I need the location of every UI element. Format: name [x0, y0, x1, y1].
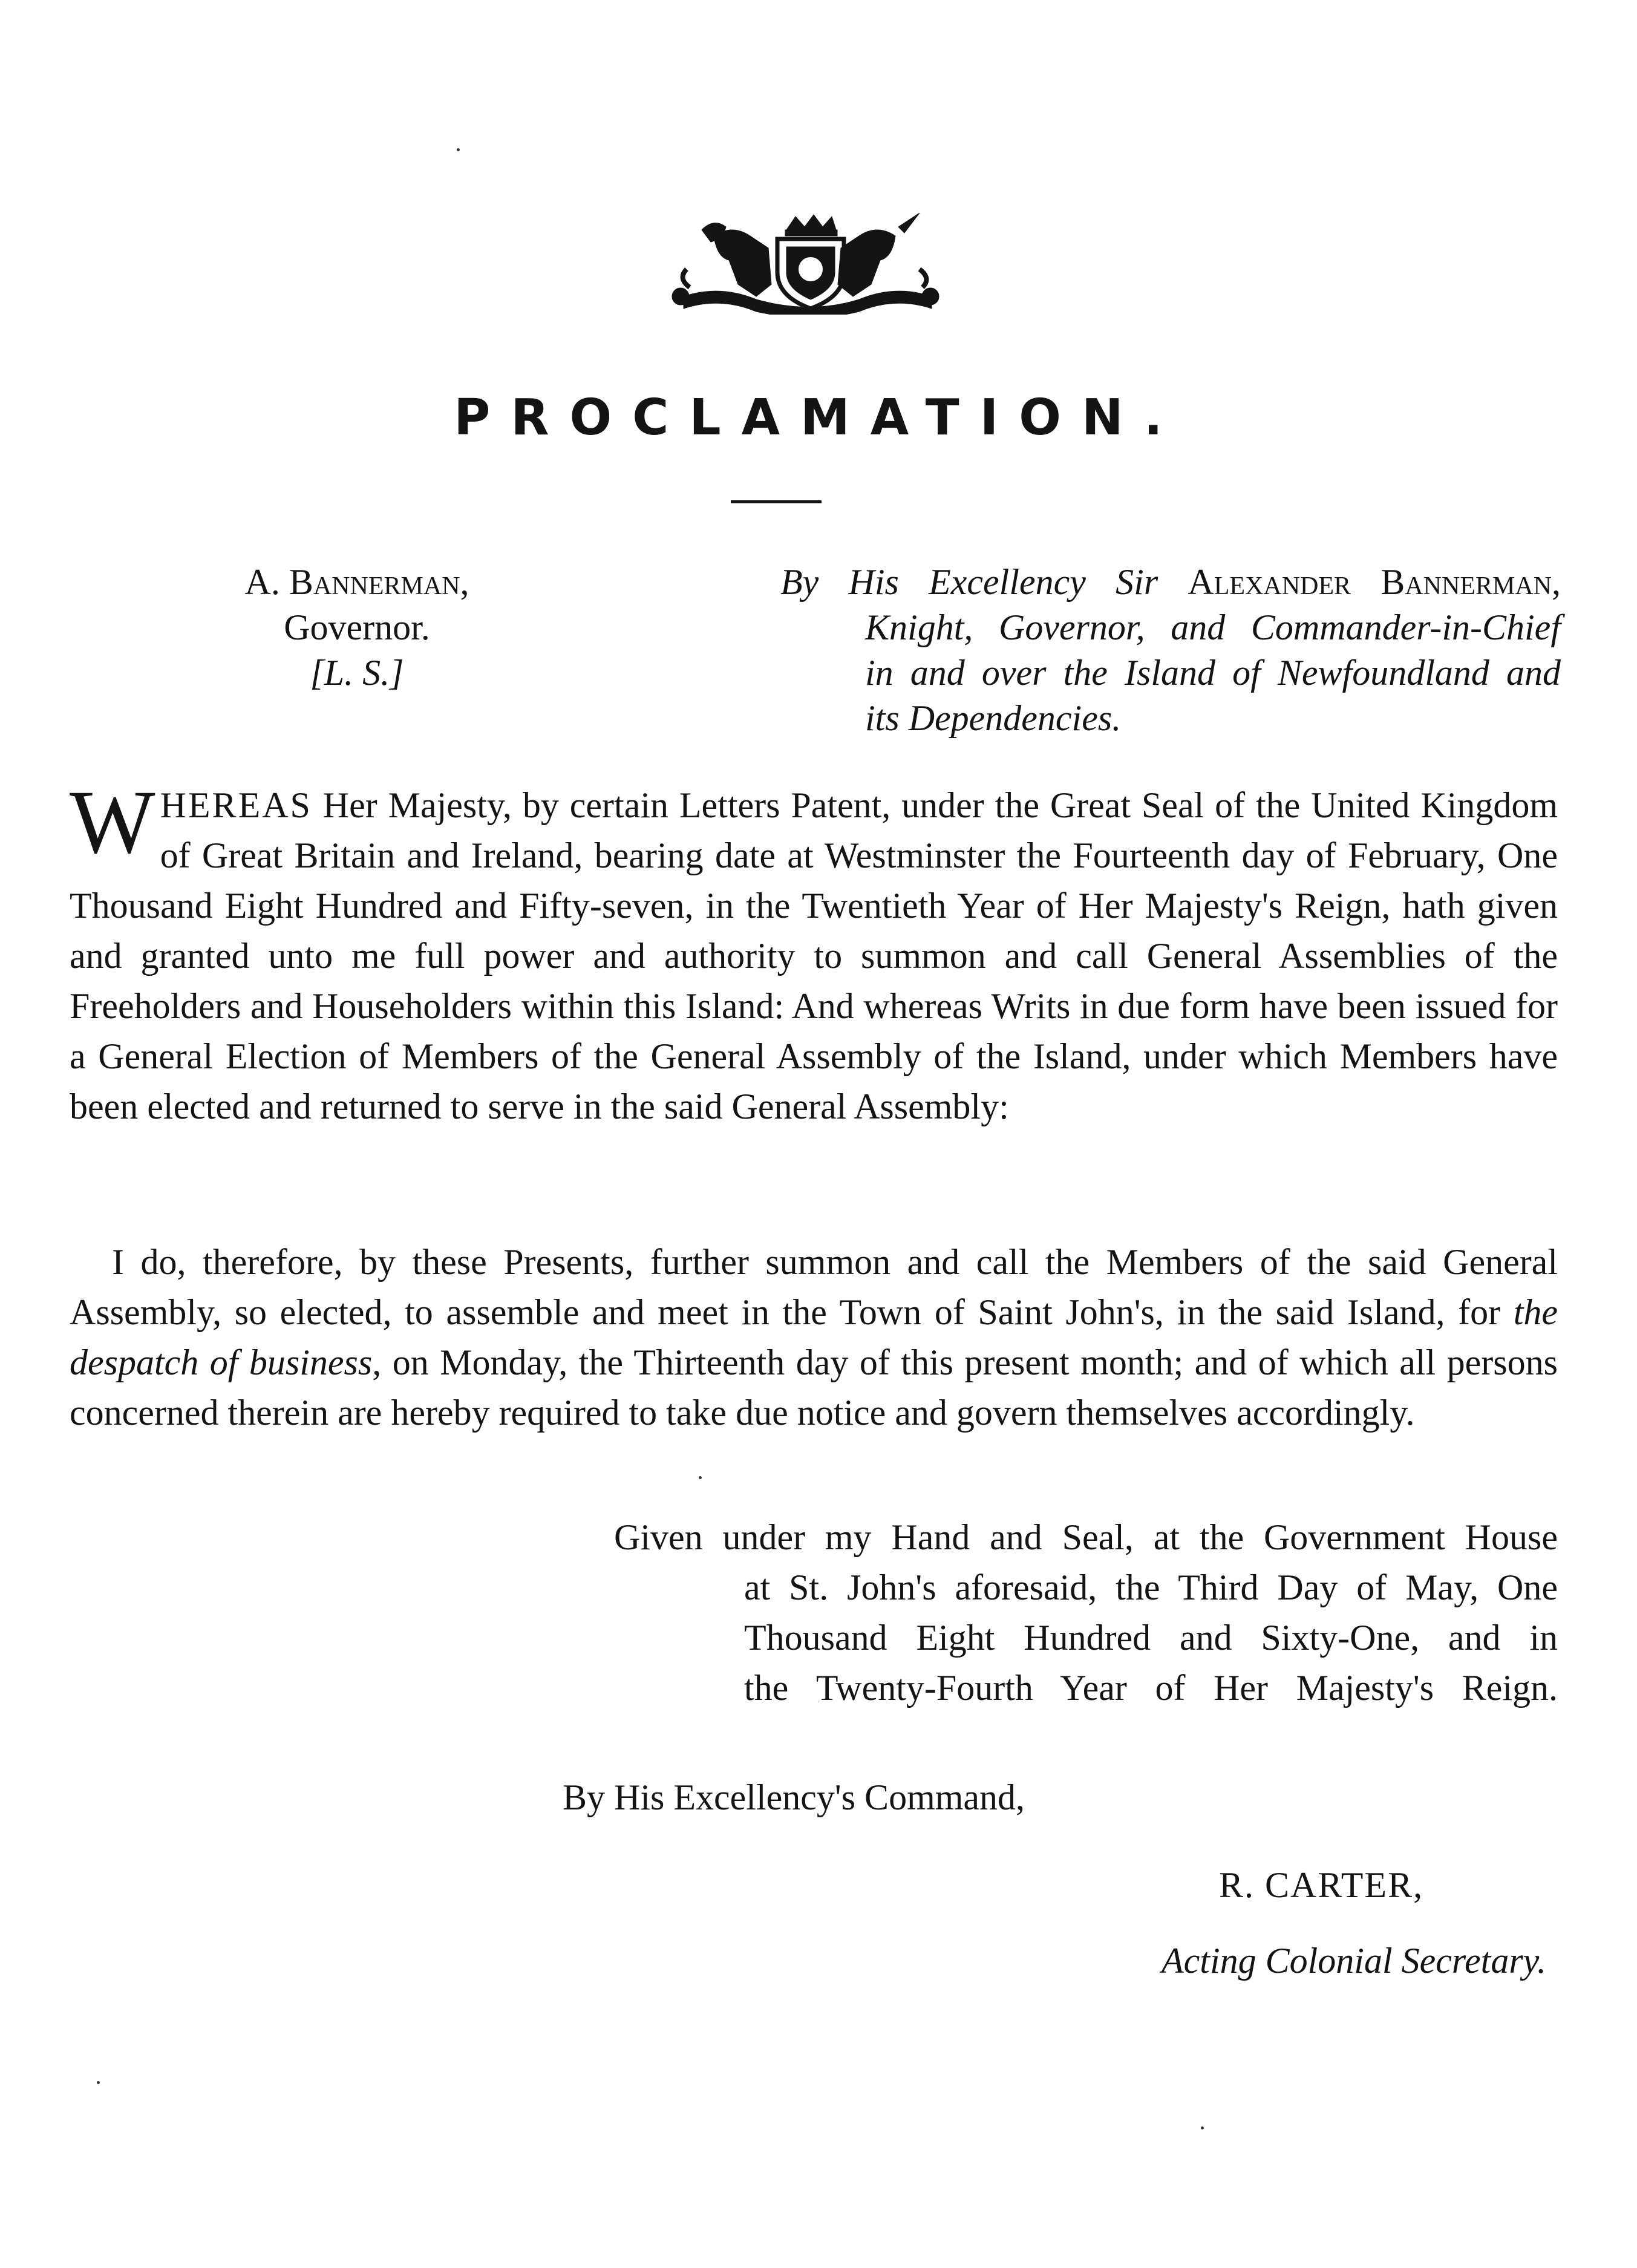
given-line-1: Given under my Hand and Seal, at the Government House — [614, 1517, 1558, 1557]
scan-speck — [457, 148, 460, 151]
given-line-2: at St. John's aforesaid, the Third Day of May, One — [744, 1567, 1558, 1607]
given-line-3: Thousand Eight Hundred and Sixty-One, and in — [744, 1618, 1558, 1658]
whereas-paragraph — [70, 772, 1558, 1132]
governor-name: A. Bannerman, — [244, 562, 469, 602]
seal-mark: [L. S.] — [310, 653, 404, 693]
scan-speck — [97, 2081, 100, 2084]
excellency-line-4: its Dependencies. — [865, 698, 1122, 738]
drop-cap: W — [70, 772, 155, 872]
summon-text-1: I do, therefore, by these Presents, further summon and call the Members of the said General Assembly, so elected, to assemble and meet in the Town of Saint John's, in the said Island, for — [70, 1242, 1558, 1332]
title-rule — [731, 500, 822, 503]
given-line-4: the Twenty-Fourth Year of Her Majesty's Reign. — [744, 1668, 1558, 1708]
royal-coat-of-arms-icon — [665, 212, 944, 315]
excellency-block — [780, 560, 1561, 741]
given-block — [614, 1512, 1558, 1713]
summon-text-2: , on Monday, the Thirteenth day of this present month; and of which all persons concerned therein are hereby required to take due notice and govern themselves accordingly. — [70, 1342, 1558, 1433]
scan-speck — [699, 1476, 702, 1479]
excellency-line-3: in and over the Island of Newfoundland and — [865, 653, 1561, 693]
governor-title: Governor. — [284, 607, 430, 647]
excellency-by: By His Excellency Sir — [780, 562, 1158, 602]
signatory-title: Acting Colonial Secretary. — [1162, 1941, 1547, 1981]
summon-italic: the despatch of business — [70, 1292, 1558, 1382]
excellency-name: Alexander Bannerman, — [1188, 562, 1561, 602]
scan-speck — [1201, 2126, 1204, 2129]
excellency-line-2: Knight, Governor, and Commander-in-Chief — [865, 607, 1561, 647]
whereas-text: Her Majesty, by certain Letters Patent, under the Great Seal of the United Kingdom of Great Britain and Ireland, bearing date at Westminster the Fourteenth day of February, One Thousand Eight Hundred and Fifty-seven, in the Twentieth Year of Her Majesty's Reign, hath given and granted unto me full power and authority to summon and call General Assemblies of the Freeholders and Householders within this Island: And whereas Writs in due form have been issued for a General Election of Members of the General Assembly of the Island, under which Members have been elected and returned to serve in the said General Assembly: — [70, 785, 1558, 1126]
signatory-name: R. CARTER, — [1219, 1865, 1424, 1905]
summon-paragraph — [70, 1237, 1558, 1438]
governor-block — [181, 560, 532, 696]
proclamation-title: PROCLAMATION. — [454, 389, 1183, 446]
command-line: By His Excellency's Command, — [563, 1777, 1025, 1817]
whereas-caps: HEREAS — [160, 785, 312, 825]
excellency-line-1 — [780, 560, 1561, 605]
